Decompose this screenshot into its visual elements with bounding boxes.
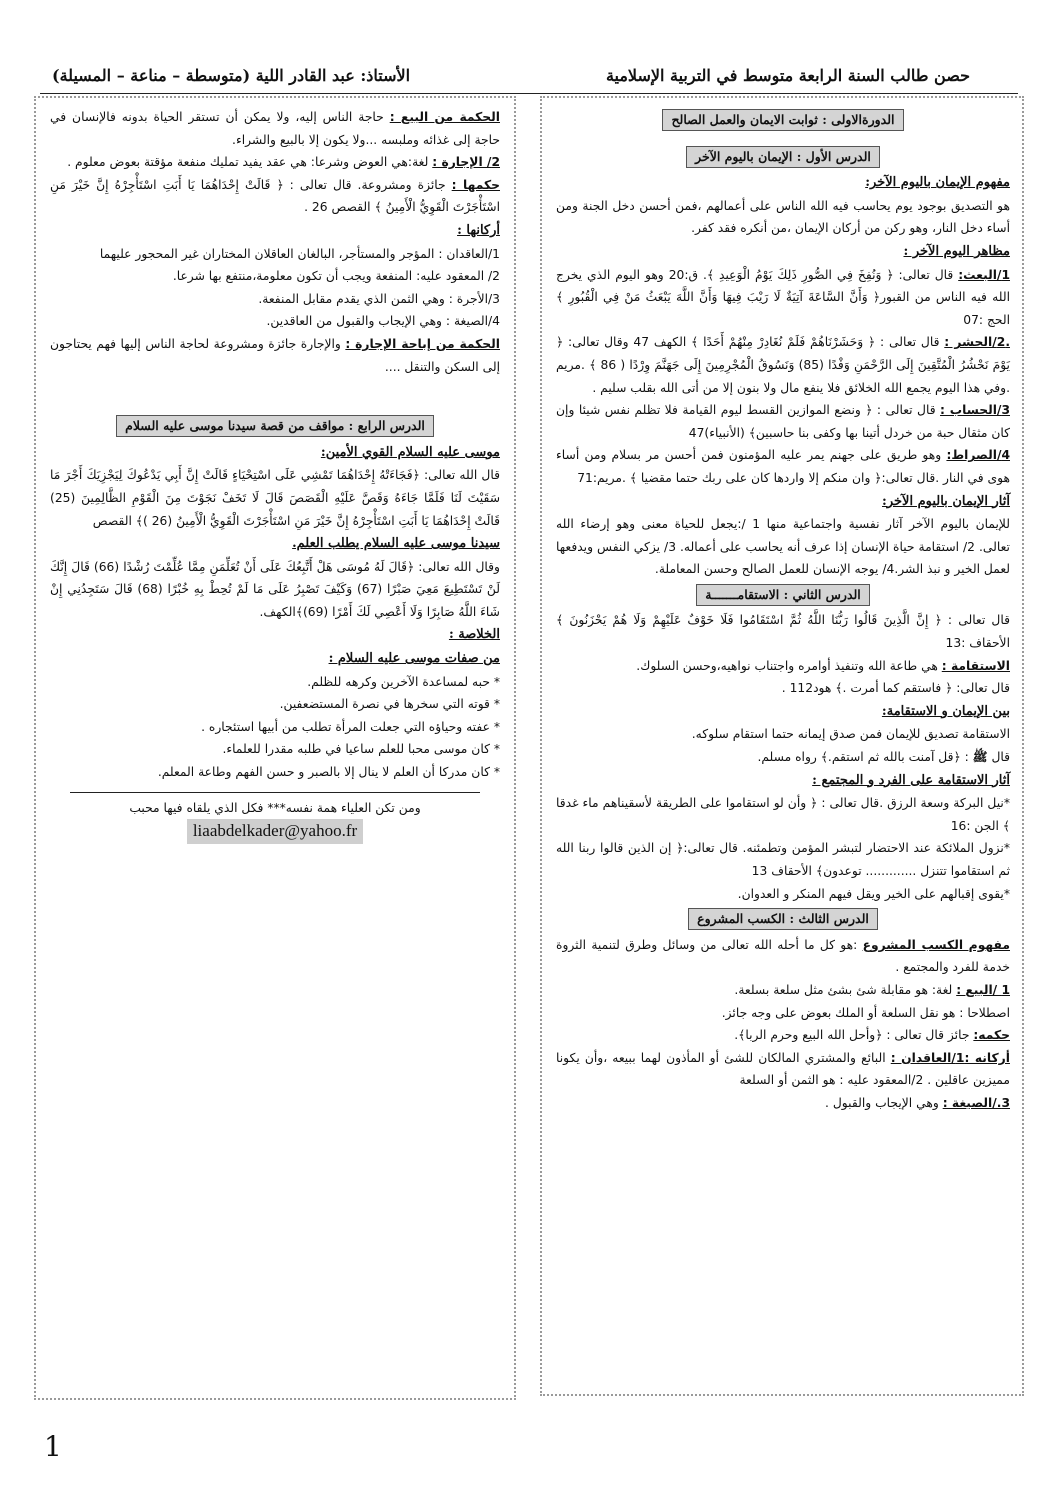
ijara-pillar-2: 2/ المعقود عليه: المنفعة ويجب أن تكون معلومة،منتفع بها شرعا. [172,269,500,284]
l1-concept-label: مفهوم الإيمان باليوم الآخر: [865,175,1010,191]
l1-b1-label: 1/البعث: [958,267,1010,282]
l2-between-label: بين الإيمان و الاستقامة: [881,703,1010,719]
l1-concept-text: هو التصديق بوجود يوم يحاسب فيه الله الناس على أعمالهم ،فمن أحسن دخل الجنة ومن أساء دخل النار، وهو ركن من أركان الإيمان ،من أنكره فقد كفر. [556,198,1010,236]
page-number: 1 [44,1430,62,1463]
l1-b3-text: قال تعالى : ﴿ ونضع الموازين القسط ليوم القيامة فلا تظلم نفس شيئا وإن كان مثقال حبة من خردل أتينا بها وكفى بنا حاسبين﴾ (الأنبياء)47 [556,403,1010,440]
ijara-pillar-4: 4/الصيغة : وهي الإيجاب والقبول من العاقدين. [266,314,500,329]
unit-title: الدورةالاولى : ثوابت الايمان والعمل الصالح [662,109,903,131]
ijara-pillars-label: أركانها : [457,222,500,238]
l4-seek-label: سيدنا موسى عليه السلام يطلب العلم. [292,536,500,552]
wisdom-sale-label: الحكمة من البيع : [389,110,500,124]
l4-strong-text: قال الله تعالى: ﴿فَجَاءَتْهُ إِحْدَاهُمَا تَمْشِي عَلَى اسْتِحْيَاءٍ قَالَتْ إِنَّ أَبِي يَدْعُوكَ لِيَجْزِيَكَ أَجْرَ مَا سَقَيْتَ لَنَا فَلَمَّا جَاءَهُ وَقَصَّ عَلَيْهِ الْقَصَصَ قَالَ لَا تَخَفْ نَجَوْتَ مِنَ الْقَوْمِ الظَّالِمِينَ (25) قَالَتْ إِحْدَاهُمَا يَا أَبَتِ اسْتَأْجِرْهُ إِنَّ خَيْرَ مَنِ اسْتَأْجَرْتَ الْقَوِيُّ الْأَمِينُ (26 )﴾ القصص [50,468,500,528]
l2-verse: قال تعالى : ﴿ إِنَّ الَّذِينَ قَالُوا رَبُّنَا اللَّهُ ثُمَّ اسْتَقَامُوا فَلَا خَوْفٌ عَلَيْهِمْ وَلَا هُمْ يَحْزَنُونَ ﴾ الأحقاف :13 [556,613,1010,651]
l3-sale-term: اصطلاحا : هو نقل السلعة أو الملك بعوض على وجه جائز. [721,1005,1010,1020]
l3-formula-text: وهي الإيجاب والقبول . [825,1095,939,1110]
l1-effects-label: آثار الإيمان باليوم الآخر: [882,493,1010,509]
l4-summary-label: الخلاصة : [448,627,500,643]
l1-effects-text: للإيمان باليوم الآخر آثار نفسية واجتماعية منها 1 /:يجعل للحياة معنى وهو إرضاء الله تعالى. 2/ استقامة حياة الإنسان إذا عرف أنه يحاسب على أعماله. 3/ يزكي النفس ويدفعها لعمل الخير و نبذ الشر.4/ يوجه الإنسان للعمل الصالح وحسن المعاملة. [556,517,1010,577]
l2-between-text: الاستقامة تصديق للإيمان فمن صدق إيمانه حتما استقام سلوكه. [691,727,1010,742]
left-column [40,100,510,1400]
l4-strong-label: موسى عليه السلام القوي الأمين: [320,444,500,460]
lesson3-title: الدرس الثالث : الكسب المشروع [688,908,878,930]
lesson1-title: الدرس الأول : الإيمان باليوم الآخر [686,146,880,168]
l1-b4-label: 4/الصراط: [946,448,1010,463]
l2-effects-label: آثار الاستقامة على الفرد و المجتمع : [812,772,1010,788]
l2-def-verse: قال تعالى: ﴿ فاستقم كما أمرت .﴾ هود112 . [781,681,1010,696]
l2-effect-3: *يقوى إقبالهم على الخير ويقل فيهم المنكر و العدوان. [737,886,1010,901]
ijara-pillar-1: 1/العاقدان : المؤجر والمستأجر، البالغان العاقلان المختاران غير المحجور عليهما [99,246,500,261]
ijara-wisdom-label: الحكمة من إباحة الإجارة : [345,336,500,351]
l4-trait: * حبه لمساعدة الآخرين وكرهه للظلم. [307,674,500,689]
ijara-ruling-label: حكمها : [451,177,500,192]
ijara-pillar-3: 3/الأجرة : وهي الثمن الذي يقدم مقابل المنفعة. [258,291,500,306]
ijara-text: لغة:هي العوض وشرعا: هي عقد يفيد تمليك منفعة مؤقتة بعوض معلوم . [67,155,429,170]
l2-def-label: الاستقامة : [941,658,1010,673]
l3-sale-text: لغة: هو مقابلة شئ بشئ مثل سلعة بسلعة. [734,982,953,997]
l1-b2-text: قال تعالى : ﴿ وَحَشَرْنَاهُمْ فَلَمْ نُغَادِرْ مِنْهُمْ أَحَدًا ﴾ الكهف 47 وقال تعالى: ﴿ يَوْمَ نَحْشُرُ الْمُتَّقِينَ إِلَى الرَّحْمَنِ وَفْدًا (85) وَنَسُوقُ الْمُجْرِمِينَ إِلَى جَهَنَّمَ وِرْدًا ( 86 ﴾ .مريم .وفي هذا اليوم يجمع الله الخلائق فلا ينفع مال ولا بنون إلا من أتى الله بقلب سليم . [556,335,1010,395]
l1-b4-text: وهو طريق على جهنم يمر عليه المؤمنون فمن أحسن مر بسلام ومن أساء هوى في النار .قال تعالى:﴿ وان منكم إلا واردها كان على ربك حتما مقضيا ﴾ .مريم:71 [556,448,1010,485]
l3-sale-label: 1 /البيع : [956,982,1010,997]
ijara-wisdom-text: والإجارة جائزة ومشروعة لحاجة الناس إليها فهم يحتاجون إلى السكن والتنقل .... [50,336,500,374]
wisdom-sale-text: حاجة الناس إليه، ولا يمكن أن تستقر الحياة بدونه فالإنسان في حاجة إلى غذائه وملبسه ...ولا يكون إلا بالبيع والشراء. [50,110,500,147]
l4-trait: * عفته وحياؤه التي جعلت المرأة تطلب من أبيها استئجاره . [201,719,500,734]
l4-trait: * قوته التي سخرها في نصرة المستضعفين. [279,697,500,712]
l2-hadith-text: : ﴿قل آمنت بالله ثم استقم.﴾ رواه مسلم. [757,750,969,765]
page-header-title: حصن طالب السنة الرابعة متوسط في التربية الإسلامية [605,66,970,85]
l1-aspects-label: مظاهر اليوم الآخر : [903,243,1010,259]
l3-formula-label: 3./الصيغة : [942,1095,1010,1110]
l3-ruling-text: جائز قال تعالى : ﴿وأحل الله البيع وحرم الربا﴾. [734,1028,970,1043]
l2-def-text: هي طاعة الله وتنفيذ أوامره واجتناب نواهيه،وحسن السلوك. [636,658,938,673]
l1-b2-label: .2/الحشر : [944,335,1010,350]
l3-pillars-label: أركانه :1/العاقدان : [890,1050,1010,1065]
lesson4-title: الدرس الرابع : مواقف من قصة سيدنا موسى عليه السلام [116,415,434,437]
l3-ruling-label: حكمه: [973,1028,1010,1043]
l4-trait: * كان مدركا أن العلم لا ينال إلا بالصبر و حسن الفهم وطاعة المعلم. [157,765,500,780]
l4-traits-label: من صفات موسى عليه السلام : [328,651,500,667]
l1-b3-label: 3/الحساب : [940,403,1010,418]
email-link[interactable]: liaabdelkader@yahoo.fr [187,819,363,844]
lesson2-title: الدرس الثاني : الاستقامـــــــة [696,584,870,606]
l4-trait: * كان موسى محبا للعلم ساعيا في طلبه مقدرا للعلماء. [222,742,500,757]
closing-verse: ومن تكن العلياء همة نفسه*** فكل الذي يلقاه فيها محبب [129,800,421,815]
right-column [546,100,1020,1390]
l3-concept-text: :هو كل ما أحله الله تعالى من وسائل وطرق لتنمية الثروة خدمة للفرد والمجتمع . [556,937,1010,975]
ijara-ruling-text: جائزة ومشروعة. قال تعالى : ﴿ قَالَتْ إِحْدَاهُمَا يَا أَبَتِ اسْتَأْجِرْهُ إِنَّ خَيْرَ مَنِ اسْتَأْجَرْتَ الْقَوِيُّ الْأَمِينُ ﴾ القصص 26 . [50,177,500,215]
prophet-salutation-icon: ﷺ [972,750,988,765]
closing-divider [70,792,480,793]
l3-pillars-text: البائع والمشتري المالكان للشئ أو المأذون لهما ببيعه ،وأن يكونا مميزين عاقلين . 2/المعقود عليه : هو الثمن أو السلعة [556,1050,1010,1088]
page-header-teacher: الأستاذ: عبد القادر اللية (متوسطة – مناعة – المسيلة) [52,66,411,85]
l2-effect-2: *نزول الملائكة عند الاحتضار لتبشر المؤمن وتطمئنه. قال تعالى:﴿ إن الذين قالوا ربنا الله ثم استقاموا تتنزل ............. توعدون﴾ الأحقاف 13 [556,841,1010,878]
l4-seek-text: وقال الله تعالى: ﴿قَالَ لَهُ مُوسَى هَلْ أَتَّبِعُكَ عَلَى أَنْ تُعَلِّمَنِ مِمَّا عُلِّمْتَ رُشْدًا (66) قَالَ إِنَّكَ لَنْ تَسْتَطِيعَ مَعِيَ صَبْرًا (67) وَكَيْفَ تَصْبِرُ عَلَى مَا لَمْ تُحِطْ بِهِ خُبْرًا (68) قَالَ سَتَجِدُنِي إِنْ شَاءَ اللَّهُ صَابِرًا وَلَا أَعْصِي لَكَ أَمْرًا (69)﴾الكهف. [50,559,501,619]
header-rule [40,93,1018,94]
l2-effect-1: *نيل البركة وسعة الرزق .قال تعالى : ﴿ وأن لو استقاموا على الطريقة لأسقيناهم ماء غدقا ﴾ الجن :16 [556,796,1010,833]
l1-b1-text: قال تعالى: ﴿ وَنُفِخَ فِي الصُّورِ ذَلِكَ يَوْمُ الْوَعِيدِ ﴾. ق:20 وهو اليوم الذي يخرج الله فيه الناس من القبور﴿ وَأَنَّ السَّاعَةَ آتِيَةٌ لَا رَيْبَ فِيهَا وَأَنَّ اللَّهَ يَبْعَثُ مَنْ فِي الْقُبُورِ ﴾ الحج :07 [556,267,1010,327]
ijara-label: 2/ الإجارة : [432,155,500,170]
l2-hadith-prefix: قال [991,750,1010,765]
l3-concept-label: مفهوم الكسب المشروع [862,937,1010,952]
